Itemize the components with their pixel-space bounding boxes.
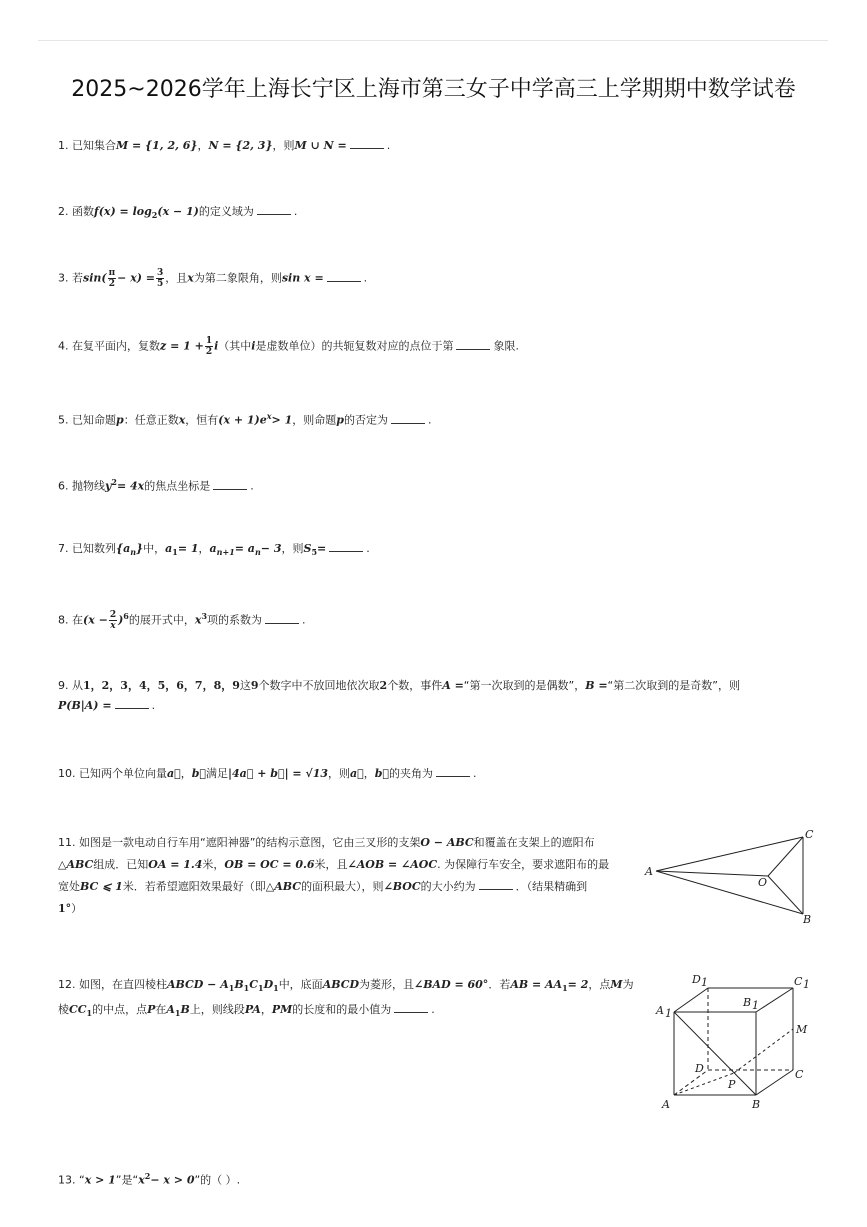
question-12: 12. 如图，在直四棱柱ABCD − $A_1B_1C_1D_1$中，底面ABCD为菱形，且∠BAD = 60°．若AB = $AA_1= 2$，点M为 棱$CC_1$的中点，点P在$A_1B$上，则线段PA，PM的长度和的最小值为 . — [58, 978, 634, 1019]
label-A: A — [645, 865, 653, 878]
question-2: 2. 函数$f(x) = \log_2(x - 1)$的定义域为 . — [58, 202, 297, 225]
question-8: 8. 在(x − $\frac{2}{x}$ )$^6$的展开式中，$x^3$项的系数为 . — [58, 610, 306, 632]
label-O: O — [758, 876, 768, 889]
svg-text:1: 1 — [752, 999, 759, 1012]
answer-blank[interactable] — [456, 337, 490, 350]
question-3: 3. 若sin( $\frac{\pi}{2}$ − x) = $\frac{3}{5}$ ，且x为第二象限角，则sin x = . — [58, 268, 368, 289]
svg-text:1: 1 — [803, 978, 810, 991]
label-D1: D — [692, 973, 701, 986]
question-13: 13. “x > 1”是“$x^2- x > 0$”的（ ）. — [58, 1171, 241, 1187]
page-title: 2025~2026学年上海长宁区上海市第三女子中学高三上学期期中数学试卷 — [71, 77, 796, 102]
label-D: D — [695, 1062, 704, 1075]
label-A1: A — [656, 1004, 664, 1017]
answer-blank[interactable] — [350, 136, 384, 149]
label-A: A — [662, 1098, 670, 1111]
label-M: M — [796, 1023, 808, 1036]
answer-blank[interactable] — [394, 1000, 428, 1013]
question-10: 10. 已知两个单位向量a⃗，b⃗满足|4a⃗ + b⃗| = √13，则a⃗，b⃗的夹角为 . — [58, 764, 477, 784]
question-7: 7. 已知数列$\{a_n\}$中，$a_1= 1$，$a_{n+1}= a_n- 3$，则$S_5=$ . — [58, 539, 370, 562]
answer-blank[interactable] — [329, 539, 363, 552]
label-B: B — [752, 1098, 761, 1111]
label-C1: C — [794, 975, 803, 988]
label-C: C — [795, 1068, 804, 1081]
answer-blank[interactable] — [436, 764, 470, 777]
question-4: 4. 在复平面内，复数z = 1 + $\frac{1}{2}$ i（其中i是虚数单位）的共轭复数对应的点位于第 象限. — [58, 336, 519, 357]
question-5: 5. 已知命题p：任意正数x，恒有$(x + 1)e^x> 1$，则命题p的否定为 . — [58, 411, 432, 427]
answer-blank[interactable] — [115, 696, 149, 709]
answer-blank[interactable] — [479, 877, 513, 890]
svg-text:1: 1 — [665, 1007, 672, 1020]
answer-blank[interactable] — [213, 477, 247, 490]
question-9: 9. 从1，2，3，4，5，6，7，8，9这9个数字中不放回地依次取2个数，事件A =“第一次取到的是偶数”，B =“第二次取到的是奇数”，则 P(B|A) = . — [58, 679, 740, 712]
svg-text:1: 1 — [701, 976, 708, 989]
answer-blank[interactable] — [257, 202, 291, 215]
answer-blank[interactable] — [327, 269, 361, 282]
label-P: P — [728, 1078, 736, 1091]
question-1: 1. 已知集合M = {1, 2, 6}，N = {2, 3}，则M ∪ N = . — [58, 136, 390, 156]
answer-blank[interactable] — [265, 611, 299, 624]
answer-blank[interactable] — [391, 411, 425, 424]
prism-figure — [648, 968, 818, 1114]
umbrella-frame-figure — [640, 826, 820, 926]
label-B1: B — [743, 996, 752, 1009]
label-B: B — [803, 913, 812, 926]
question-11: 11. 如图是一款电动自行车用“遮阳神器”的结构示意图，它由三叉形的支架O − ABC和覆盖在支架上的遮阳布 △ABC组成．已知OA = 1.4米，OB = OC = 0.6米，且∠AOB = ∠AOC. 为保障行车安全，要求遮阳布的最 宽处BC ⩽ 1米．若希望遮阳效果最好（即△ABC的面积最大），则∠BOC的大小约为 ．（结果精确到 1°） — [58, 836, 610, 915]
top-divider — [38, 40, 828, 41]
question-6: 6. 抛物线$y^2= 4x$的焦点坐标是 . — [58, 477, 254, 493]
label-C: C — [805, 828, 814, 841]
